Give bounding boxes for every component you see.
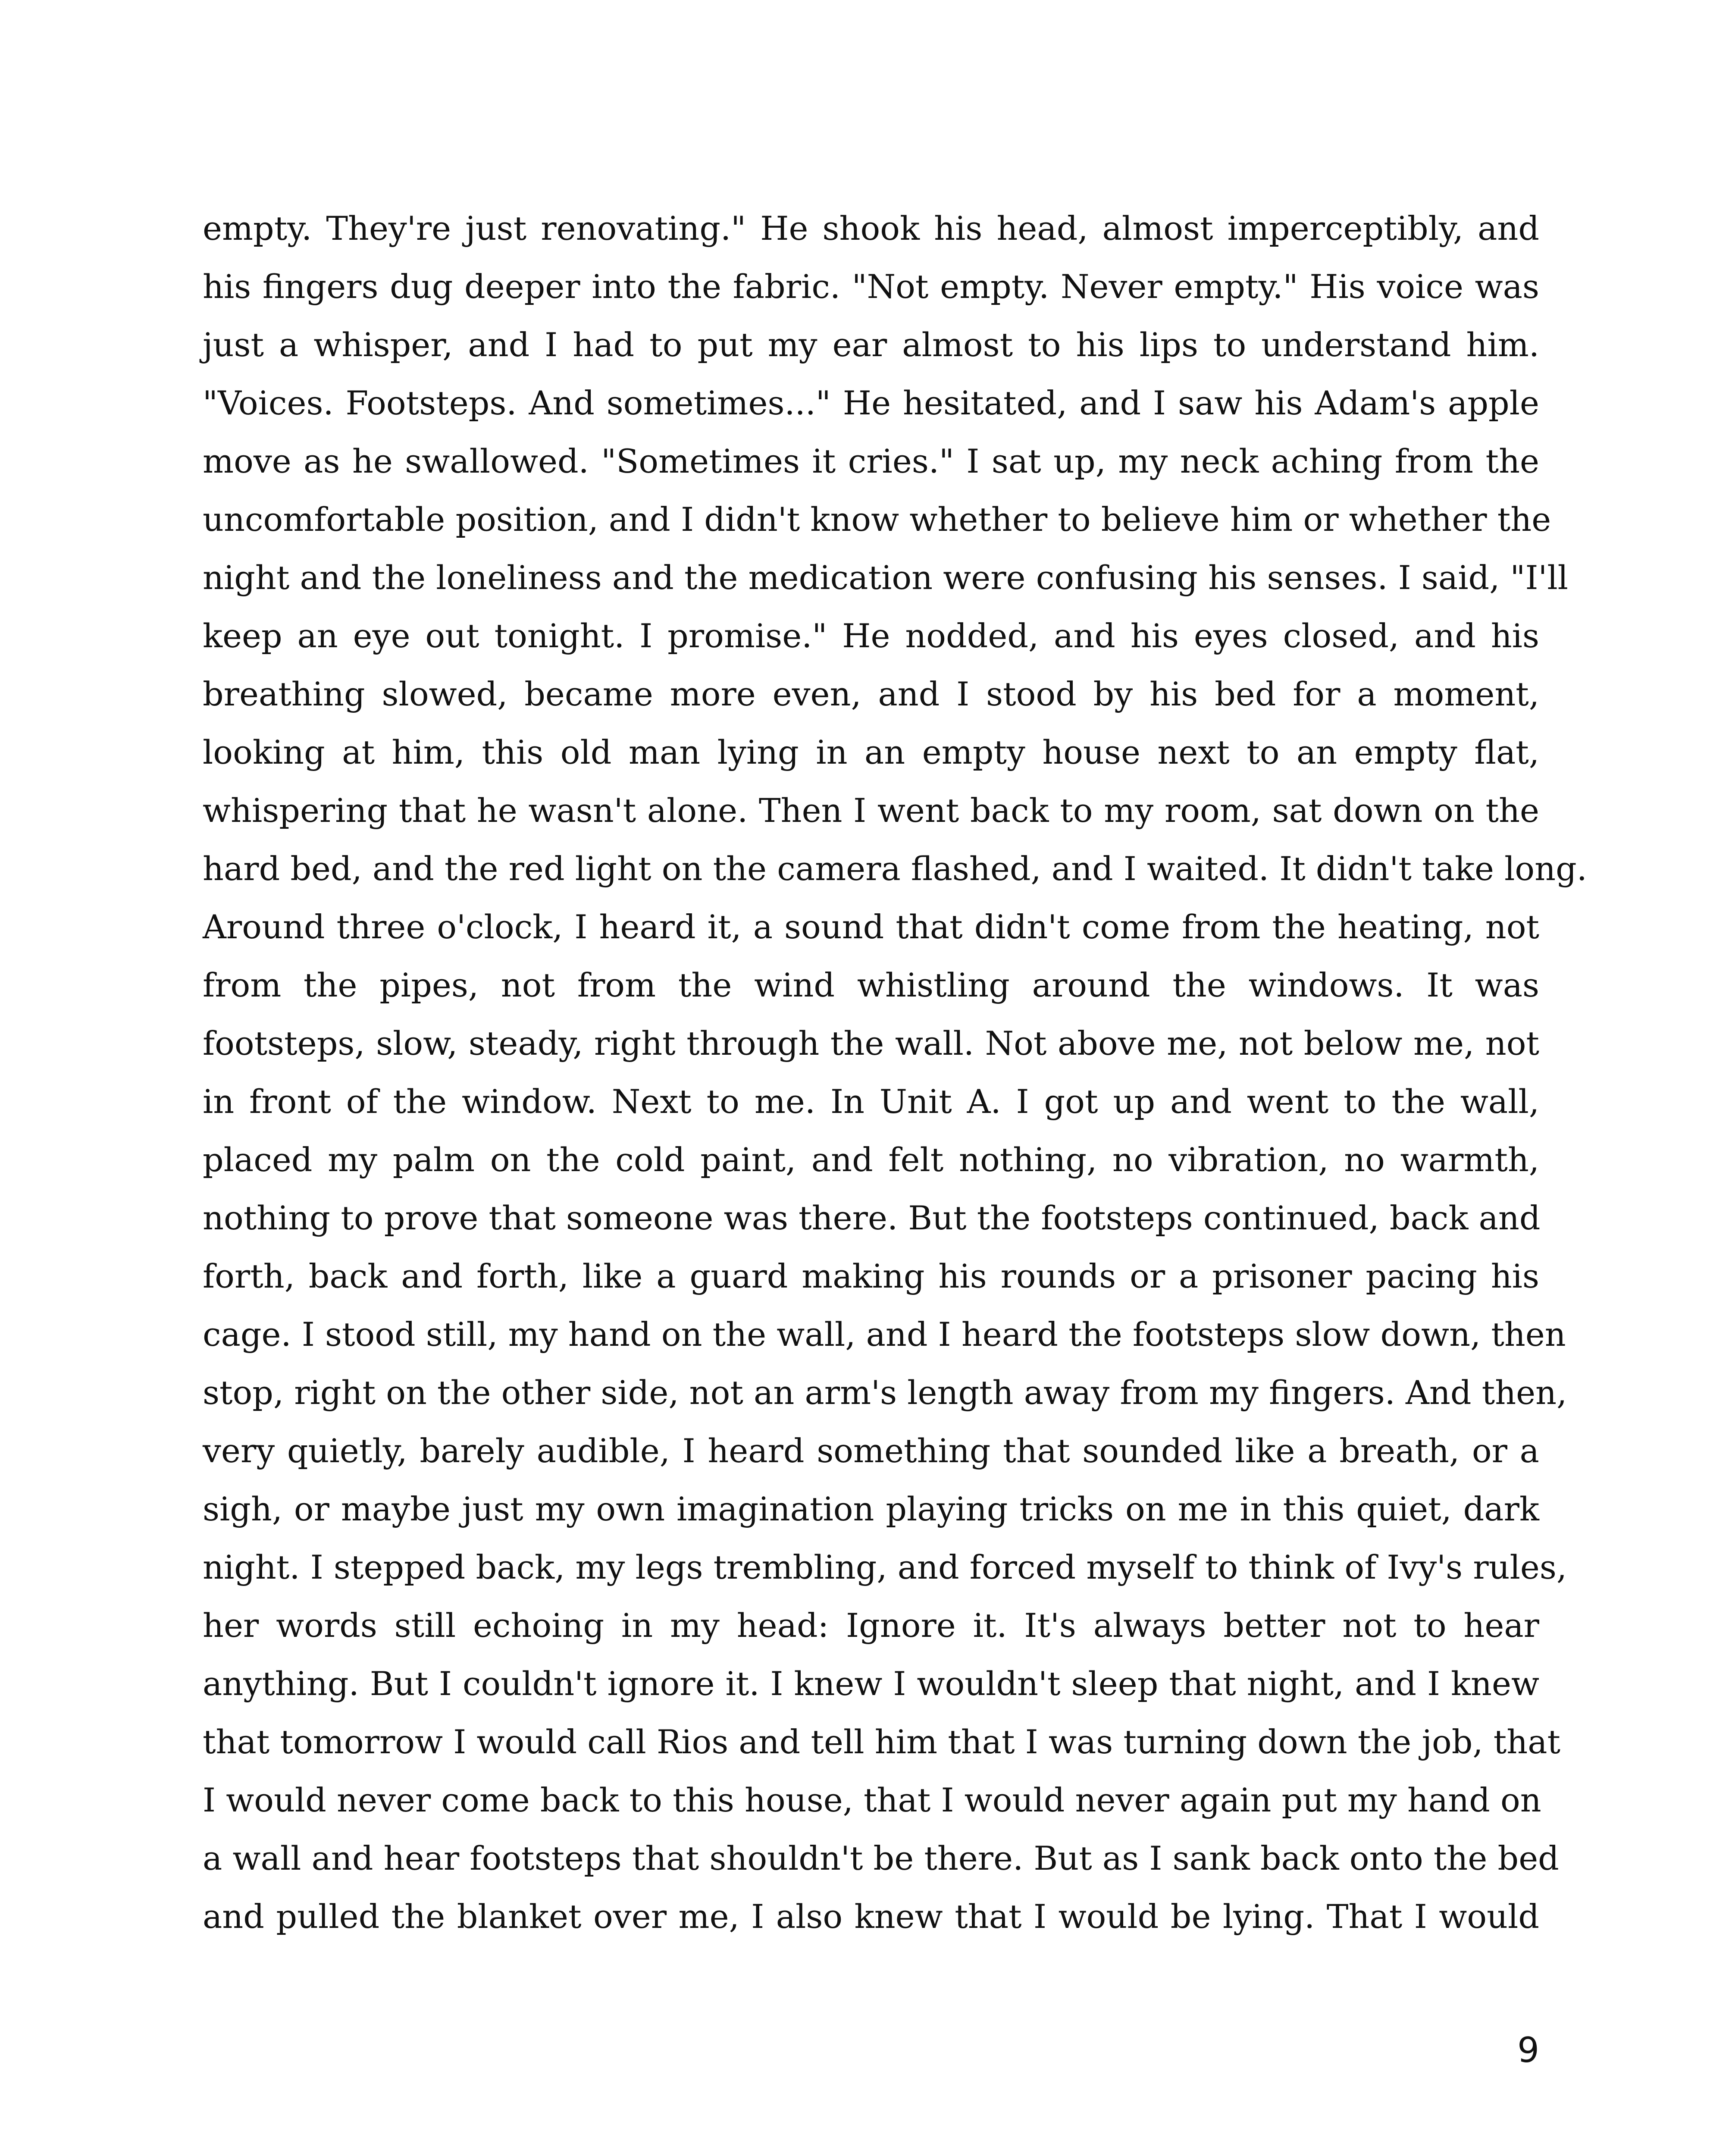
- text-line: a wall and hear footsteps that shouldn't be there. But as I sank back onto the bed: [203, 1839, 1559, 1877]
- text-line: just a whisper, and I had to put my ear almost to his lips to understand him.: [203, 326, 1539, 364]
- text-line: cage. I stood still, my hand on the wall, and I heard the footsteps slow down, then: [203, 1315, 1566, 1354]
- text-line: breathing slowed, became more even, and I stood by his bed for a moment,: [203, 675, 1539, 713]
- text-line: "Voices. Footsteps. And sometimes..." He hesitated, and I saw his Adam's apple: [203, 384, 1539, 422]
- text-line: uncomfortable position, and I didn't know whether to believe him or whether the: [203, 500, 1551, 539]
- text-line: night and the loneliness and the medication were confusing his senses. I said, "I'll: [203, 558, 1568, 597]
- text-line: forth, back and forth, like a guard making his rounds or a prisoner pacing his: [203, 1257, 1539, 1295]
- text-line: her words still echoing in my head: Ignore it. It's always better not to hear: [203, 1606, 1539, 1645]
- text-line: looking at him, this old man lying in an empty house next to an empty flat,: [203, 733, 1539, 771]
- text-line: keep an eye out tonight. I promise." He nodded, and his eyes closed, and his: [203, 617, 1539, 655]
- text-line: I would never come back to this house, that I would never again put my hand on: [203, 1781, 1541, 1819]
- page-number: 9: [1517, 2030, 1539, 2070]
- text-line: nothing to prove that someone was there. But the footsteps continued, back and: [203, 1199, 1541, 1237]
- text-line: footsteps, slow, steady, right through the wall. Not above me, not below me, not: [203, 1024, 1539, 1062]
- text-line: empty. They're just renovating." He shook his head, almost imperceptibly, and: [203, 209, 1539, 248]
- body-text: [203, 199, 1587, 1946]
- text-line: his fingers dug deeper into the fabric. "Not empty. Never empty." His voice was: [203, 267, 1539, 306]
- text-line: that tomorrow I would call Rios and tell him that I was turning down the job, that: [203, 1723, 1561, 1761]
- text-line: night. I stepped back, my legs trembling, and forced myself to think of Ivy's rules,: [203, 1548, 1567, 1586]
- text-line: placed my palm on the cold paint, and felt nothing, no vibration, no warmth,: [203, 1141, 1539, 1179]
- text-line: stop, right on the other side, not an arm's length away from my fingers. And then,: [203, 1373, 1567, 1412]
- text-line: Around three o'clock, I heard it, a sound that didn't come from the heating, not: [203, 908, 1539, 946]
- text-line: in front of the window. Next to me. In Unit A. I got up and went to the wall,: [203, 1082, 1539, 1121]
- text-line: anything. But I couldn't ignore it. I knew I wouldn't sleep that night, and I knew: [203, 1664, 1539, 1703]
- text-line: sigh, or maybe just my own imagination playing tricks on me in this quiet, dark: [203, 1490, 1539, 1528]
- text-line: hard bed, and the red light on the camera flashed, and I waited. It didn't take long.: [203, 849, 1587, 888]
- text-line: very quietly, barely audible, I heard something that sounded like a breath, or a: [203, 1432, 1539, 1470]
- text-line: move as he swallowed. "Sometimes it cries." I sat up, my neck aching from the: [203, 442, 1539, 480]
- text-line: from the pipes, not from the wind whistling around the windows. It was: [203, 966, 1539, 1004]
- text-line: and pulled the blanket over me, I also knew that I would be lying. That I would: [203, 1897, 1539, 1936]
- text-line: whispering that he wasn't alone. Then I went back to my room, sat down on the: [203, 791, 1539, 830]
